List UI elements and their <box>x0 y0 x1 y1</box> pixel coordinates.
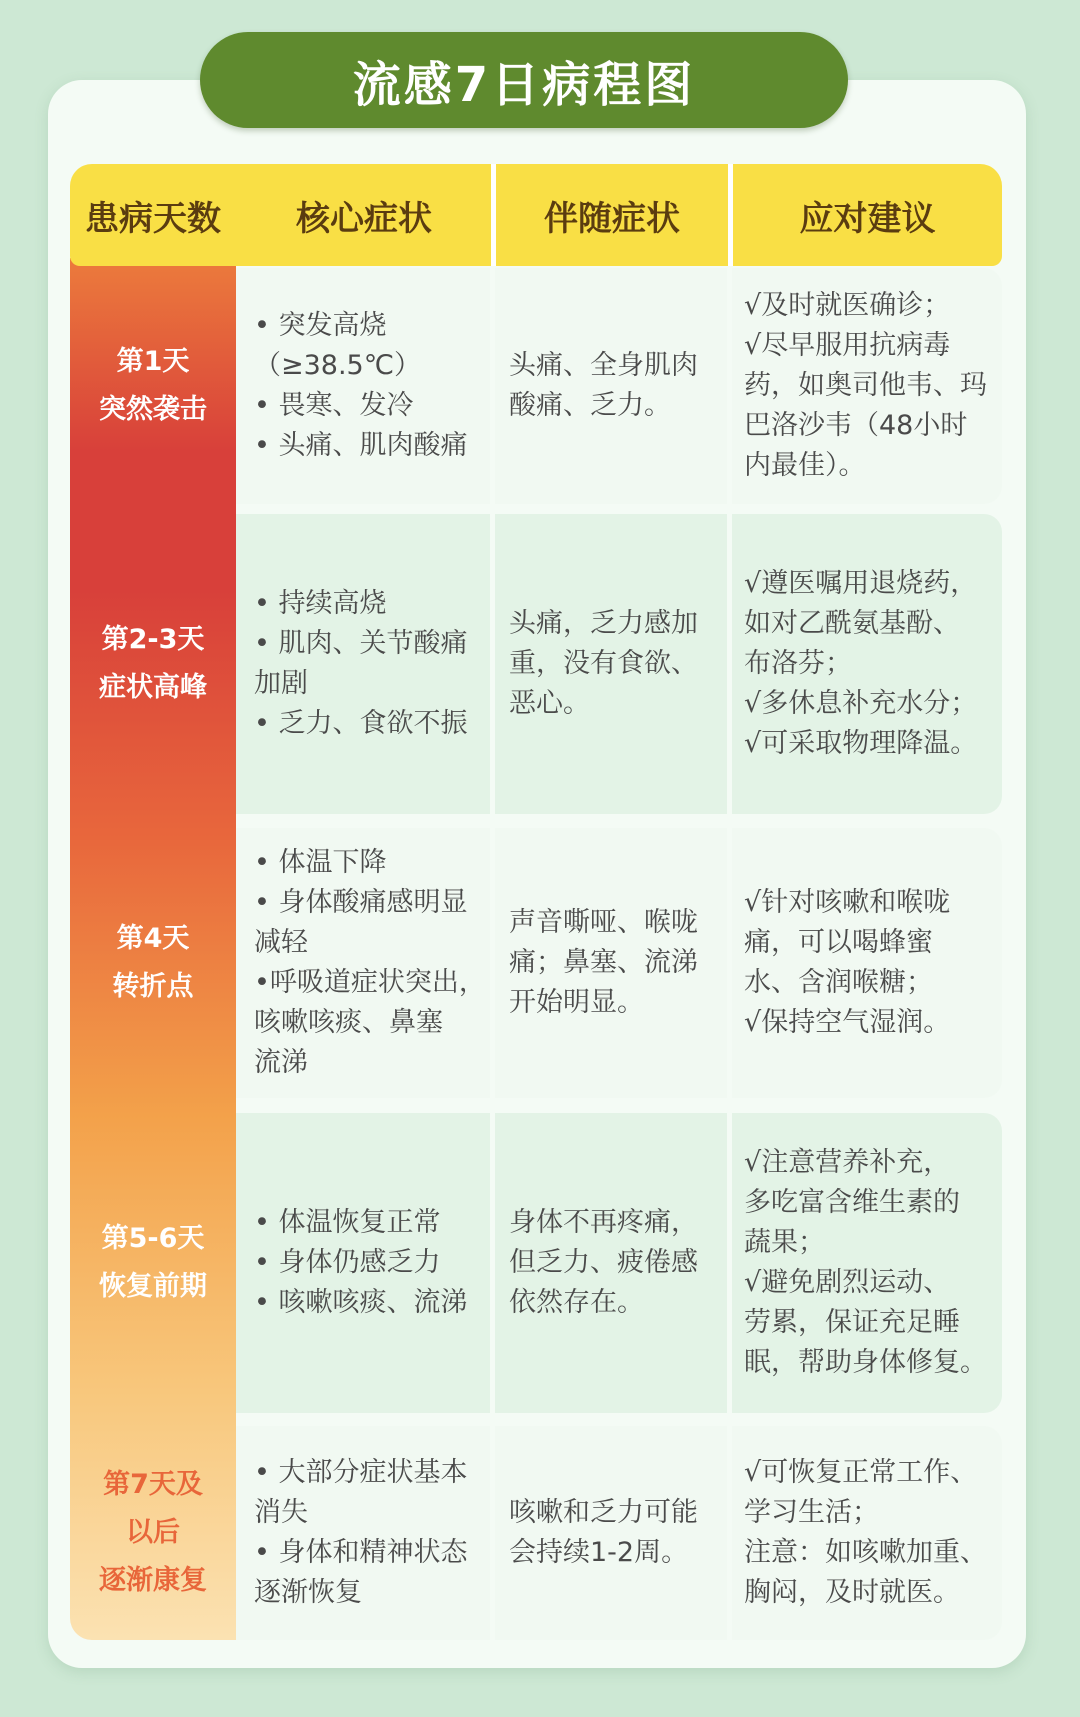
day-label <box>70 268 236 504</box>
advice-line: 痛，可以喝蜂蜜 <box>744 927 933 958</box>
day-label <box>70 828 236 1098</box>
accompany-cell <box>495 828 727 1098</box>
day-label <box>70 1426 236 1640</box>
core-line: • 肌肉、关节酸痛 <box>254 628 468 659</box>
advice-line: 巴洛沙韦（48小时 <box>744 410 968 441</box>
core-line: • 突发高烧 <box>254 310 387 341</box>
advice-line: 药，如奥司他韦、玛 <box>744 370 987 401</box>
header-accompanying-symptoms: 伴随症状 <box>544 198 680 239</box>
accompany-line: 开始明显。 <box>509 987 644 1018</box>
accompany-line: 恶心。 <box>509 688 590 719</box>
accompany-cell <box>495 1426 727 1640</box>
advice-line: 蔬果； <box>744 1227 825 1258</box>
day-label <box>70 514 236 814</box>
advice-line: √及时就医确诊； <box>744 290 951 321</box>
core-line: • 头痛、肌肉酸痛 <box>254 430 468 461</box>
advice-cell <box>732 828 1002 1098</box>
advice-line: √避免剧烈运动、 <box>744 1267 951 1298</box>
advice-cell <box>732 268 1002 504</box>
core-line: 加剧 <box>254 668 308 699</box>
core-line: • 身体酸痛感明显 <box>254 887 468 918</box>
core-line: • 乏力、食欲不振 <box>254 708 468 739</box>
core-line: • 体温恢复正常 <box>254 1207 441 1238</box>
accompany-cell <box>495 268 727 504</box>
day-label-line: 第7天及 <box>103 1469 203 1500</box>
page-title: 流感7日病程图 <box>200 32 848 128</box>
core-cell <box>236 1113 490 1413</box>
advice-cell <box>732 1113 1002 1413</box>
core-line: 消失 <box>254 1497 308 1528</box>
header-days: 患病天数 <box>85 198 221 239</box>
accompany-line: 声音嘶哑、喉咙 <box>509 907 698 938</box>
core-cell <box>236 828 490 1098</box>
core-line: • 持续高烧 <box>254 588 387 619</box>
day-label-line: 第2-3天 <box>101 624 205 655</box>
core-line: • 身体仍感乏力 <box>254 1247 441 1278</box>
advice-line: √可恢复正常工作、 <box>744 1457 978 1488</box>
core-line: • 身体和精神状态 <box>254 1537 468 1568</box>
accompany-line: 但乏力、疲倦感 <box>509 1247 698 1278</box>
advice-cell <box>732 1426 1002 1640</box>
header-advice: 应对建议 <box>799 198 936 239</box>
core-line: • 体温下降 <box>254 847 387 878</box>
advice-line: 学习生活； <box>744 1497 879 1528</box>
core-line: 逐渐恢复 <box>254 1577 362 1608</box>
day-label-line: 第1天 <box>116 346 190 377</box>
accompany-line: 身体不再疼痛， <box>509 1207 698 1238</box>
core-line: 流涕 <box>254 1047 308 1078</box>
advice-line: √多休息补充水分； <box>744 688 978 719</box>
core-cell <box>236 514 490 814</box>
advice-line: 如对乙酰氨基酚、 <box>744 608 960 639</box>
advice-line: 内最佳）。 <box>744 450 866 481</box>
core-cell <box>236 1426 490 1640</box>
core-line: • 大部分症状基本 <box>254 1457 468 1488</box>
advice-line: 水、含润喉糖； <box>744 967 933 998</box>
accompany-line: 重，没有食欲、 <box>509 648 698 679</box>
accompany-line: 头痛、全身肌肉 <box>509 350 698 381</box>
accompany-cell <box>495 514 727 814</box>
advice-line: √注意营养补充， <box>744 1147 951 1178</box>
advice-line: 劳累，保证充足睡 <box>744 1307 960 1338</box>
advice-line: √保持空气湿润。 <box>744 1007 951 1038</box>
day-label-line: 恢复前期 <box>99 1271 207 1302</box>
accompany-cell <box>495 1113 727 1413</box>
day-label-line: 症状高峰 <box>99 672 207 703</box>
advice-line: 布洛芬； <box>744 648 852 679</box>
core-line: 减轻 <box>254 927 308 958</box>
core-line: 咳嗽咳痰、鼻塞 <box>254 1007 443 1038</box>
day-label-line: 突然袭击 <box>99 394 207 425</box>
advice-line: √针对咳嗽和喉咙 <box>744 887 951 918</box>
day-label-line: 第4天 <box>116 923 190 954</box>
advice-line: 注意：如咳嗽加重、 <box>744 1537 987 1568</box>
day-label-line: 逐渐康复 <box>99 1565 207 1596</box>
accompany-line: 会持续1-2周。 <box>509 1537 689 1568</box>
advice-line: 胸闷，及时就医。 <box>744 1577 960 1608</box>
core-line: • 畏寒、发冷 <box>254 390 414 421</box>
core-line: （≥38.5℃） <box>254 350 422 381</box>
accompany-line: 咳嗽和乏力可能 <box>509 1497 698 1528</box>
advice-line: √可采取物理降温。 <box>744 728 978 759</box>
day-label <box>70 1113 236 1413</box>
accompany-line: 酸痛、乏力。 <box>509 390 671 421</box>
core-line: •呼吸道症状突出， <box>254 967 486 998</box>
accompany-line: 痛；鼻塞、流涕 <box>509 947 698 978</box>
accompany-line: 头痛，乏力感加 <box>509 608 698 639</box>
header-core-symptoms: 核心症状 <box>296 198 432 239</box>
table-header <box>70 164 1002 266</box>
accompany-line: 依然存在。 <box>509 1287 644 1318</box>
advice-cell <box>732 514 1002 814</box>
advice-line: 多吃富含维生素的 <box>744 1187 960 1218</box>
core-cell <box>236 268 490 504</box>
day-label-line: 第5-6天 <box>101 1223 205 1254</box>
core-line: • 咳嗽咳痰、流涕 <box>254 1287 468 1318</box>
advice-line: 眠，帮助身体修复。 <box>744 1347 987 1378</box>
advice-line: √尽早服用抗病毒 <box>744 330 951 361</box>
advice-line: √遵医嘱用退烧药， <box>744 568 978 599</box>
day-label-line: 转折点 <box>112 971 194 1002</box>
day-label-line: 以后 <box>126 1517 180 1548</box>
